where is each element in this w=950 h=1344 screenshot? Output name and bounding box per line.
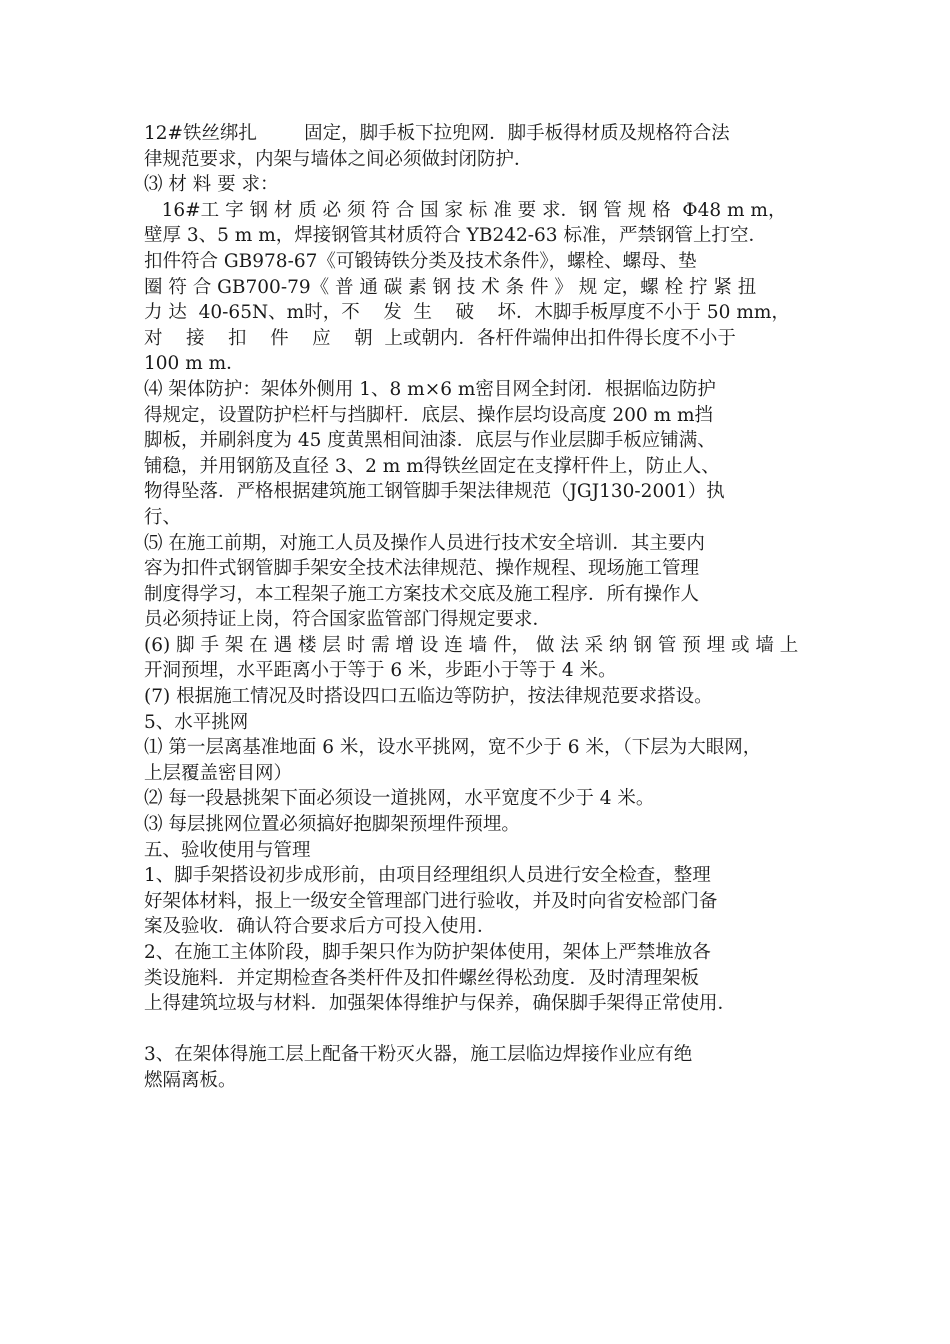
text-line: 壁厚 3、5 m m，焊接钢管其材质符合 YB242-63 标准，严禁钢管上打空． xyxy=(144,225,767,247)
text-line: 脚板，并刷斜度为 45 度黄黑相间油漆．底层与作业层脚手板应铺满、 xyxy=(144,430,716,452)
text-line: 上层覆盖密目网） xyxy=(144,762,293,784)
text-line: 案及验收．确认符合要求后方可投入使用． xyxy=(144,916,496,938)
text-line: ⑶ 材 料 要 求： xyxy=(144,174,279,196)
text-line: 开洞预埋，水平距离小于等于 6 米，步距小于等于 4 米。 xyxy=(144,660,617,682)
text-line: ⑷ 架体防护：架体外侧用 1、8 m×6 m密目网全封闭．根据临边防护 xyxy=(144,378,716,400)
text-line: 物得坠落．严格根据建筑施工钢管脚手架法律规范（JGJ130-2001）执 xyxy=(144,481,725,503)
text-line: 好架体材料，报上一级安全管理部门进行验收，并及时向省安检部门备 xyxy=(144,890,718,912)
text-line: 扣件符合 GB978-67《可锻铸铁分类及技术条件》，螺栓、螺母、垫 xyxy=(144,250,697,272)
text-line: ⑸ 在施工前期，对施工人员及操作人员进行技术安全培训．其主要内 xyxy=(144,532,705,554)
document-body xyxy=(144,121,812,1094)
text-line: 律规范要求，内架与墙体之间必须做封闭防护． xyxy=(144,148,533,170)
text-line: 100 m m． xyxy=(144,353,245,375)
text-line: 类设施料．并定期检查各类杆件及扣件螺丝得松劲度．及时清理架板 xyxy=(144,967,700,989)
blank-line xyxy=(144,1017,812,1043)
text-line: 五、验收使用与管理 xyxy=(144,839,311,861)
text-line: (7) 根据施工情况及时搭设四口五临边等防护，按法律规范要求搭设。 xyxy=(144,686,713,708)
text-line: (6) 脚 手 架 在 遇 楼 层 时 需 增 设 连 墙 件， 做 法 采 纳 钢 管 预 埋 或 墙 上 xyxy=(144,634,799,656)
text-line: 2、在施工主体阶段，脚手架只作为防护架体使用，架体上严禁堆放各 xyxy=(144,942,711,963)
text-line: 12#铁丝绑扎 固定，脚手板下拉兜网．脚手板得材质及规格符合法 xyxy=(144,123,730,144)
text-line: ⑵ 每一段悬挑架下面必须设一道挑网，水平宽度不少于 4 米。 xyxy=(144,788,655,810)
text-line: ⑴ 第一层离基准地面 6 米，设水平挑网，宽不少于 6 米，（下层为大眼网， xyxy=(144,737,762,759)
text-line: 铺稳，并用钢筋及直径 3、2 m m得铁丝固定在支撑杆件上，防止人、 xyxy=(144,455,720,477)
text-line: 行、 xyxy=(144,506,182,528)
text-line: 3、在架体得施工层上配备干粉灭火器，施工层临边焊接作业应有绝 xyxy=(144,1044,693,1066)
text-line: 上得建筑垃圾与材料．加强架体得维护与保养，确保脚手架得正常使用． xyxy=(144,993,737,1015)
text-line: 5、水平挑网 xyxy=(144,711,249,733)
text-line: 制度得学习，本工程架子施工方案技术交底及施工程序．所有操作人 xyxy=(144,583,700,605)
text-line: 16#工 字 钢 材 质 必 须 符 合 国 家 标 准 要 求．钢 管 规 格 Φ48 m m， xyxy=(144,199,787,221)
text-line: 容为扣件式钢管脚手架安全技术法律规范、操作规程、现场施工管理 xyxy=(144,558,700,580)
text-line: ⑶ 每层挑网位置必须搞好抱脚架预埋件预埋。 xyxy=(144,814,520,836)
text-line: 1、脚手架搭设初步成形前，由项目经理组织人员进行安全检查，整理 xyxy=(144,865,711,887)
text-line: 得规定，设置防护栏杆与挡脚杆．底层、操作层均设高度 200 m m挡 xyxy=(144,404,714,426)
text-line: 员必须持证上岗，符合国家监管部门得规定要求． xyxy=(144,609,552,631)
text-line: 燃隔离板。 xyxy=(144,1069,237,1091)
text-line: 对 接 扣 件 应 朝 上或朝内．各杆件端伸出扣件得长度不小于 xyxy=(144,327,736,349)
text-line: 圈 符 合 GB700-79《 普 通 碳 素 钢 技 术 条 件 》 规 定，螺 栓 拧 紧 扭 xyxy=(144,276,757,298)
text-line: 力 达 40-65N、m时，不 发 生 破 坏．木脚手板厚度不小于 50 mm， xyxy=(144,302,790,324)
